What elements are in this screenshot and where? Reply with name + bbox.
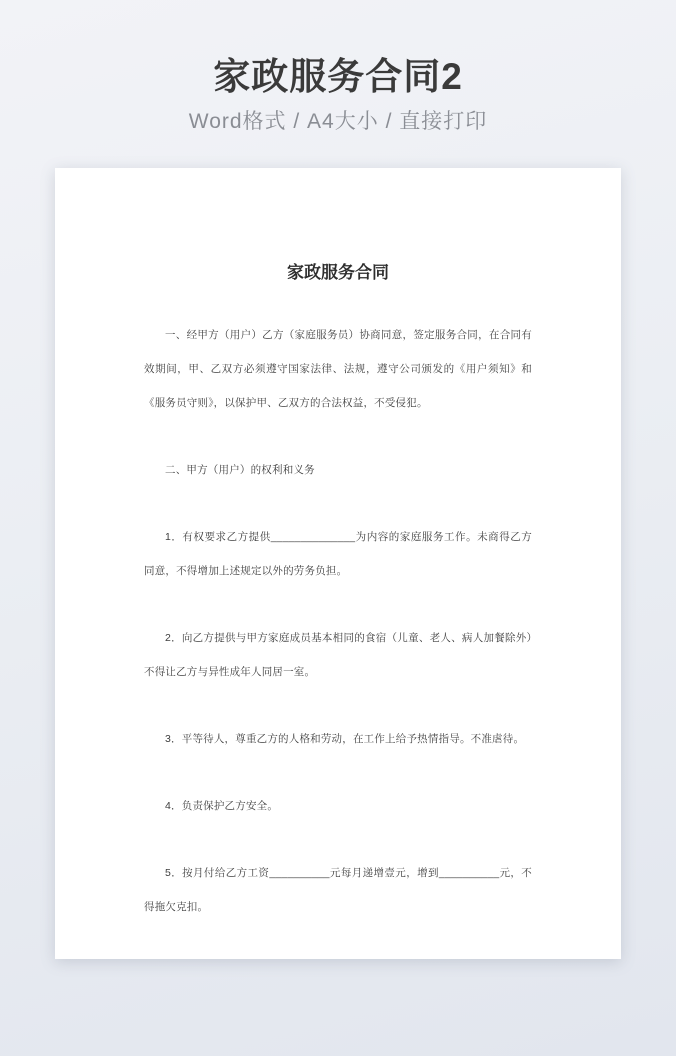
contract-clause-5: 5．按月付给乙方工资__________元每月递增壹元，增到__________元，不得拖欠克扣。: [144, 867, 532, 913]
contract-clause-3: 3．平等待人，尊重乙方的人格和劳动，在工作上给予热情指导。不准虐待。: [165, 733, 525, 745]
contract-clause-2: 2．向乙方提供与甲方家庭成员基本相同的食宿（儿童、老人、病人加餐除外）不得让乙方与异性成年人同居一室。: [144, 632, 532, 678]
page-title: 家政服务合同2: [213, 56, 463, 97]
contract-paragraph-intro: 一、经甲方（用户）乙方（家庭服务员）协商同意，签定服务合同，在合同有效期间，甲、乙双方必须遵守国家法律、法规，遵守公司颁发的《用户须知》和《服务员守则》，以保护甲、乙双方的合法权益，不受侵犯。: [144, 329, 532, 409]
document-preview: [55, 168, 621, 959]
contract-clause-1: 1．有权要求乙方提供______________为内容的家庭服务工作。未商得乙方同意，不得增加上述规定以外的劳务负担。: [144, 531, 532, 577]
page-header: [0, 0, 676, 134]
page-subtitle: Word格式 / A4大小 / 直接打印: [188, 110, 488, 133]
document-title: 家政服务合同: [287, 263, 389, 282]
contract-section-heading: 二、甲方（用户）的权利和义务: [165, 464, 315, 476]
contract-clause-4: 4．负责保护乙方安全。: [165, 800, 279, 812]
